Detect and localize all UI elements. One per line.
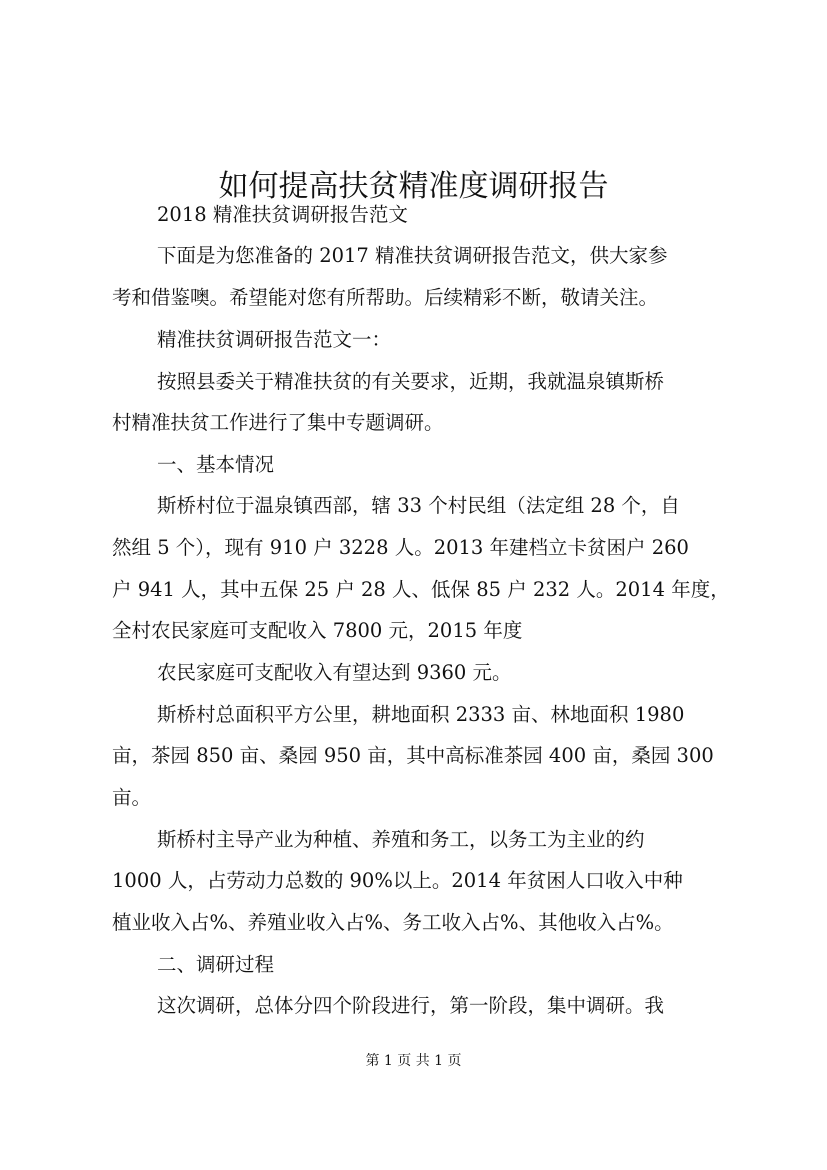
section-heading: 一、基本情况 — [157, 453, 275, 476]
body-line: 然组 5 个），现有 910 户 3228 人。2013 年建档立卡贫困户 260 — [112, 536, 689, 559]
body-line: 亩。 — [112, 786, 152, 809]
body-line: 精准扶贫调研报告范文一： — [157, 328, 392, 351]
body-line: 户 941 人，其中五保 25 户 28 人、低保 85 户 232 人。2014 年度， — [112, 578, 730, 601]
body-line: 1000 人，占劳动力总数的 90%以上。2014 年贫困人口收入中种 — [112, 869, 683, 892]
body-line: 亩，茶园 850 亩、桑园 950 亩，其中高标准茶园 400 亩，桑园 300 — [112, 744, 714, 767]
body-line: 斯桥村总面积平方公里，耕地面积 2333 亩、林地面积 1980 — [157, 703, 685, 726]
body-line: 2018 精准扶贫调研报告范文 — [157, 203, 408, 226]
page-footer: 第 1 页 共 1 页 — [365, 1053, 462, 1069]
body-line: 这次调研，总体分四个阶段进行，第一阶段，集中调研。我 — [157, 994, 665, 1017]
document-title: 如何提高扶贫精准度调研报告 — [218, 169, 609, 205]
body-line: 村精准扶贫工作进行了集中专题调研。 — [112, 411, 444, 434]
body-line: 考和借鉴噢。希望能对您有所帮助。后续精彩不断，敬请关注。 — [112, 286, 659, 309]
body-line: 斯桥村主导产业为种植、养殖和务工，以务工为主业的约 — [157, 828, 645, 851]
section-heading: 二、调研过程 — [157, 953, 275, 976]
body-line: 按照县委关于精准扶贫的有关要求，近期，我就温泉镇斯桥 — [157, 370, 665, 393]
body-line: 斯桥村位于温泉镇西部，辖 33 个村民组（法定组 28 个，自 — [157, 494, 680, 517]
body-line: 植业收入占%、养殖业收入占%、务工收入占%、其他收入占%。 — [112, 911, 674, 934]
body-line: 全村农民家庭可支配收入 7800 元，2015 年度 — [112, 619, 523, 642]
body-line: 农民家庭可支配收入有望达到 9360 元。 — [157, 661, 512, 684]
body-line: 下面是为您准备的 2017 精准扶贫调研报告范文，供大家参 — [157, 244, 668, 267]
